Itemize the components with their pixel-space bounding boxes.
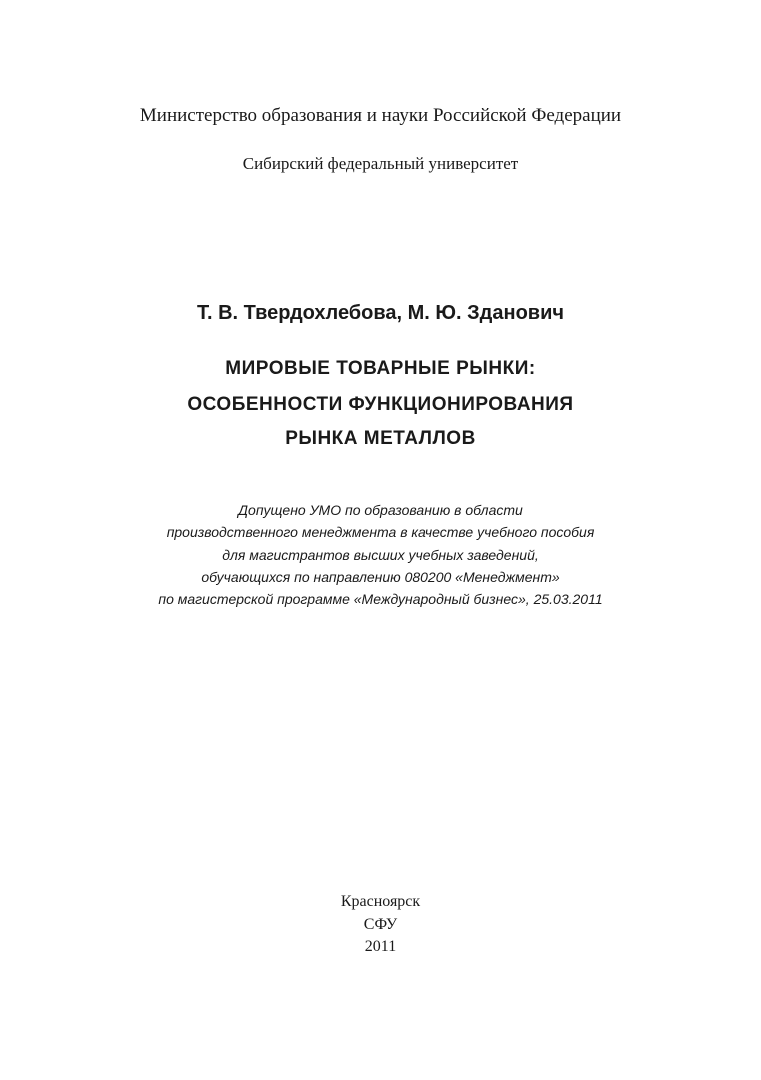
university-name: Сибирский федеральный университет <box>242 154 519 173</box>
publication-year: 2011 <box>364 938 397 955</box>
publication-city: Красноярск <box>340 893 421 910</box>
approval-line-4: обучающихся по направлению 080200 «Менеджмент» <box>201 569 560 585</box>
approval-line-5: по магистерской программе «Международный бизнес», 25.03.2011 <box>158 591 603 607</box>
book-title-line-3: РЫНКА МЕТАЛЛОВ <box>285 428 476 449</box>
approval-line-3: для магистрантов высших учебных заведений, <box>222 547 539 563</box>
approval-line-2: производственного менеджмента в качестве учебного пособия <box>166 524 595 540</box>
book-authors: Т. В. Твердохлебова, М. Ю. Зданович <box>197 302 564 324</box>
approval-line-1: Допущено УМО по образованию в области <box>238 502 523 518</box>
book-title-line-1: МИРОВЫЕ ТОВАРНЫЕ РЫНКИ: <box>225 358 536 379</box>
publisher-name: СФУ <box>363 916 398 933</box>
book-title-line-2: ОСОБЕННОСТИ ФУНКЦИОНИРОВАНИЯ <box>187 394 574 415</box>
ministry-name: Министерство образования и науки Российской Федерации <box>139 105 622 126</box>
